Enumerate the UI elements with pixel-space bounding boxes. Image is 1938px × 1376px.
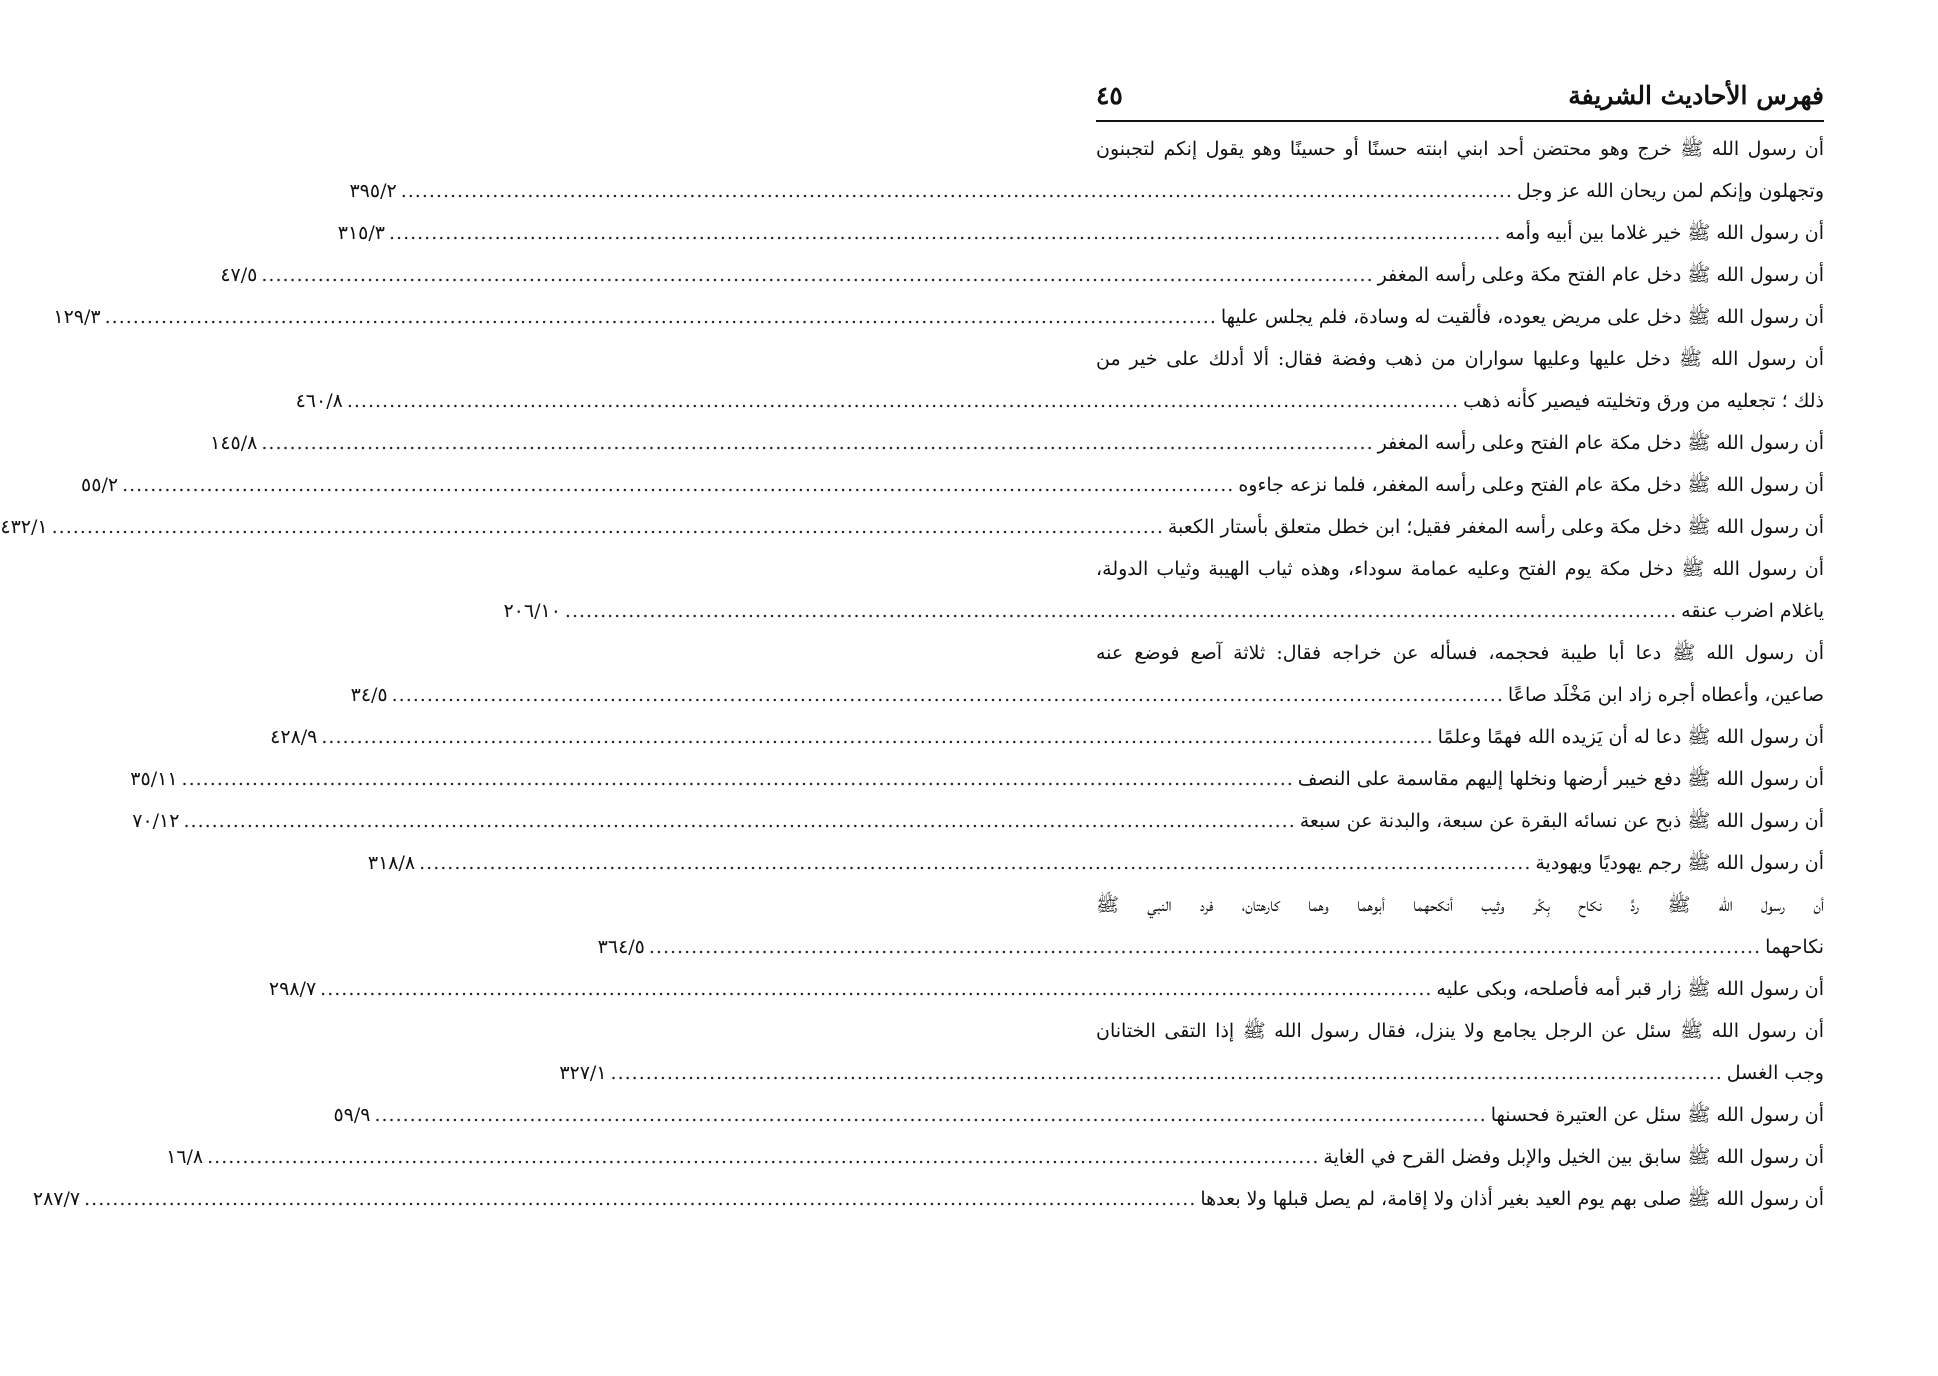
volume-page-reference: ٤٣٢/١ [0, 516, 48, 538]
dot-leader: .............................................................................................................................................................. [388, 222, 1502, 244]
dot-leader: .............................................................................................................................................................. [261, 432, 1374, 454]
entry-text-line: أن رسول الله ﷺ دخل مكة يوم الفتح وعليه عمامة سوداء، وهذه ثياب الهيبة وثياب الدولة، [1096, 558, 1824, 580]
entry-text: وجب الغسل [1726, 1062, 1824, 1084]
entry-text: ذلك ؛ تجعليه من ورق وتخليته فيصير كأنه ذهب [1463, 390, 1824, 412]
dot-leader: .............................................................................................................................................................. [181, 768, 1294, 790]
entry-text-line: أن رسول الله ﷺ دعا أبا طيبة فحجمه، فسأله عن خراجه فقال: ثلاثة آصع فوضع عنه [1096, 642, 1824, 664]
dot-leader: .............................................................................................................................................................. [261, 264, 1374, 286]
entry-text: وتجهلون وإنكم لمن ريحان الله عز وجل [1516, 180, 1824, 202]
entry-last-line [53, 296, 1824, 338]
entry-text: أن رسول الله ﷺ دخل مكة عام الفتح وعلى رأسه المغفر، فلما نزعه جاءوه [1238, 474, 1824, 496]
index-entry [270, 716, 1824, 758]
entry-text: أن رسول الله ﷺ خير غلاما بين أبيه وأمه [1505, 222, 1824, 244]
volume-page-reference: ٣٢٧/١ [559, 1062, 607, 1084]
entry-text: أن رسول الله ﷺ دخل على مريض يعوده، فألقيت له وسادة، فلم يجلس عليها [1220, 306, 1824, 328]
index-entry [503, 548, 1824, 632]
dot-leader: .............................................................................................................................................................. [648, 936, 1762, 958]
index-entry [597, 884, 1824, 968]
entry-text: أن رسول الله ﷺ دخل مكة وعلى رأسه المغفر فقيل؛ ابن خطل متعلق بأستار الكعبة [1167, 516, 1824, 538]
dot-leader: .............................................................................................................................................................. [104, 306, 1217, 328]
volume-page-reference: ٣٤/٥ [350, 684, 388, 706]
entry-last-line [349, 170, 1824, 212]
entry-last-line [32, 1178, 1824, 1220]
volume-page-reference: ١٢٩/٣ [53, 306, 101, 328]
dot-leader: .............................................................................................................................................................. [610, 1062, 1723, 1084]
entry-text-line: أن رسول الله ﷺ ردَّ نكاح بِكْر وثيب أنكحهما أبوهما وهما كارهتان، فرد النبي ﷺ [1096, 894, 1824, 916]
volume-page-reference: ٤٢٨/٩ [270, 726, 318, 748]
index-entry [333, 1094, 1824, 1136]
entry-last-line [559, 1052, 1824, 1094]
page-header [1096, 58, 1824, 110]
volume-page-reference: ٣٥/١١ [130, 768, 178, 790]
entry-last-line [337, 212, 1824, 254]
entry-text: أن رسول الله ﷺ زار قبر أمه فأصلحه، وبكى عليه [1436, 978, 1824, 1000]
entry-last-line [268, 968, 1824, 1010]
index-entry [53, 296, 1824, 338]
entry-text: أن رسول الله ﷺ دفع خيبر أرضها ونخلها إليهم مقاسمة على النصف [1297, 768, 1824, 790]
running-title: فهرس الأحاديث الشريفة [1568, 81, 1824, 110]
index-entry [220, 254, 1824, 296]
dot-leader: .............................................................................................................................................................. [321, 726, 1434, 748]
entry-last-line [132, 800, 1824, 842]
page-number: ٤٥ [1096, 81, 1123, 110]
entry-last-line [295, 380, 1824, 422]
volume-page-reference: ٥٩/٩ [333, 1104, 371, 1126]
dot-leader: .............................................................................................................................................................. [84, 1188, 1197, 1210]
entry-text: أن رسول الله ﷺ دخل عام الفتح مكة وعلى رأسه المغفر [1377, 264, 1824, 286]
header-rule [1096, 120, 1824, 122]
index-entry [349, 128, 1824, 212]
index-entry [295, 338, 1824, 422]
entry-last-line [350, 674, 1824, 716]
volume-page-reference: ٢٠٦/١٠ [503, 600, 561, 622]
volume-page-reference: ٢٩٨/٧ [268, 978, 317, 1000]
entry-last-line [130, 758, 1824, 800]
index-entry [367, 842, 1824, 884]
volume-page-reference: ٢٨٧/٧ [32, 1188, 81, 1210]
entry-last-line [503, 590, 1824, 632]
volume-page-reference: ٧٠/١٢ [132, 810, 180, 832]
index-entry [132, 800, 1824, 842]
dot-leader: .............................................................................................................................................................. [564, 600, 1678, 622]
entry-text: أن رسول الله ﷺ دخل مكة عام الفتح وعلى رأسه المغفر [1377, 432, 1824, 454]
entry-last-line [333, 1094, 1824, 1136]
volume-page-reference: ٥٥/٢ [81, 474, 119, 496]
volume-page-reference: ٤٧/٥ [220, 264, 258, 286]
entry-text-line: أن رسول الله ﷺ دخل عليها وعليها سواران من ذهب وفضة فقال: ألا أدلك على خير من [1096, 348, 1824, 370]
index-entry [268, 968, 1824, 1010]
index-entry [210, 422, 1824, 464]
entry-text: صاعين، وأعطاه أجره زاد ابن مَخْلَد صاعًا [1507, 684, 1824, 706]
dot-leader: .............................................................................................................................................................. [207, 1146, 1320, 1168]
index-entry [0, 506, 1824, 548]
entry-last-line [597, 926, 1824, 968]
volume-page-reference: ٣٩٥/٢ [349, 180, 397, 202]
index-entry [130, 758, 1824, 800]
entry-text: أن رسول الله ﷺ ذبح عن نسائه البقرة عن سبعة، والبدنة عن سبعة [1299, 810, 1824, 832]
entry-text: أن رسول الله ﷺ سئل عن العتيرة فحسنها [1490, 1104, 1824, 1126]
index-entry [559, 1010, 1824, 1094]
entry-last-line [210, 422, 1824, 464]
dot-leader: .............................................................................................................................................................. [320, 978, 1433, 1000]
entry-text: أن رسول الله ﷺ رجم يهوديًا ويهودية [1535, 852, 1824, 874]
entry-text: أن رسول الله ﷺ صلى بهم يوم العيد بغير أذان ولا إقامة، لم يصل قبلها ولا بعدها [1200, 1188, 1824, 1210]
entry-last-line [81, 464, 1824, 506]
entry-text: ياغلام اضرب عنقه [1681, 600, 1824, 622]
dot-leader: .............................................................................................................................................................. [419, 852, 1532, 874]
dot-leader: .............................................................................................................................................................. [400, 180, 1513, 202]
volume-page-reference: ٤٦٠/٨ [295, 390, 343, 412]
dot-leader: .............................................................................................................................................................. [374, 1104, 1487, 1126]
entry-last-line [270, 716, 1824, 758]
entry-last-line [166, 1136, 1824, 1178]
dot-leader: .............................................................................................................................................................. [391, 684, 1504, 706]
index-entry [81, 464, 1824, 506]
volume-page-reference: ١٦/٨ [166, 1146, 204, 1168]
entry-text: نكاحهما [1765, 936, 1824, 958]
entry-last-line [0, 506, 1824, 548]
entry-text: أن رسول الله ﷺ دعا له أن يَزيده الله فهمًا وعلمًا [1437, 726, 1824, 748]
index-entry [166, 1136, 1824, 1178]
index-entry [350, 632, 1824, 716]
entry-text-line: أن رسول الله ﷺ خرج وهو محتضن أحد ابني ابنته حسنًا أو حسينًا وهو يقول إنكم لتجبنون [1096, 138, 1824, 160]
index-entry [32, 1178, 1824, 1220]
entry-last-line [367, 842, 1824, 884]
volume-page-reference: ٣١٥/٣ [337, 222, 385, 244]
index-entry [337, 212, 1824, 254]
dot-leader: .............................................................................................................................................................. [122, 474, 1235, 496]
dot-leader: .............................................................................................................................................................. [183, 810, 1296, 832]
entry-last-line [220, 254, 1824, 296]
volume-page-reference: ٣١٨/٨ [367, 852, 416, 874]
dot-leader: .............................................................................................................................................................. [346, 390, 1460, 412]
volume-page-reference: ١٤٥/٨ [210, 432, 258, 454]
hadith-index-list [0, 128, 1824, 1220]
volume-page-reference: ٣٦٤/٥ [597, 936, 645, 958]
dot-leader: .............................................................................................................................................................. [51, 516, 1164, 538]
entry-text-line: أن رسول الله ﷺ سئل عن الرجل يجامع ولا ينزل، فقال رسول الله ﷺ إذا التقى الختانان [1096, 1020, 1824, 1042]
entry-text: أن رسول الله ﷺ سابق بين الخيل والإبل وفضل القرح في الغاية [1323, 1146, 1824, 1168]
